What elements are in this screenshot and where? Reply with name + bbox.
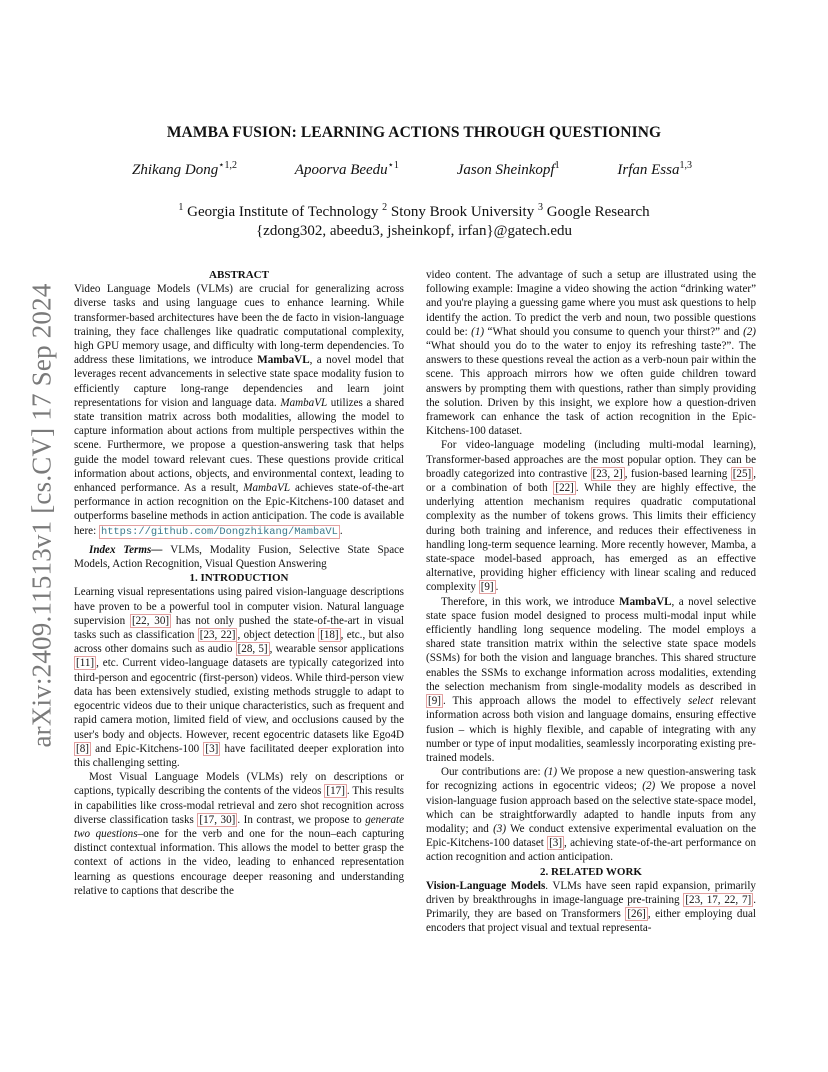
intro-paragraph-2 [74, 770, 404, 898]
body-text: video content. The advantage of such a setup are illustrated using the following example: Imagine a video showing the action “drinking water” and you're playing a guessing game where you must ask questions to help identify the action. To predict the verb and noun, two possible questions could be: [426, 269, 756, 338]
body-text: . VLMs have seen rapid expansion, primarily driven by breakthroughs in image-language pre-training [426, 879, 756, 906]
introduction-heading: 1. INTRODUCTION [189, 572, 289, 585]
citation-link[interactable]: [3] [205, 742, 219, 755]
body-text: . Primarily, they are based on Transformers [426, 893, 756, 921]
related-work-heading: 2. RELATED WORK [540, 865, 642, 878]
body-text: , wearable sensor applications [269, 643, 404, 656]
emphasis-text: (2) [642, 780, 656, 793]
bold-text: MambaVL [619, 595, 672, 608]
citation-link[interactable]: [22] [555, 482, 574, 495]
body-text: Most Visual Language Models (VLMs) rely on descriptions or captions, typically describing the contents of the videos [74, 771, 404, 798]
bold-text: Vision-Language Models [426, 879, 546, 892]
citation-link[interactable]: [28, 5] [237, 643, 268, 656]
body-text: , fusion-based learning [624, 467, 731, 480]
citation-link[interactable]: [8] [76, 742, 89, 755]
intro-paragraph-1 [74, 585, 404, 770]
body-text: , achieving state-of-the-art performance on action recognition and action anticipation. [426, 837, 756, 864]
body-text: Therefore, in this work, we introduce [441, 595, 620, 608]
citation-link[interactable]: [18] [320, 629, 339, 642]
emphasis-text: (1) [544, 766, 558, 779]
author: Zhikang Dong$^{⋆1,2}$ [132, 160, 238, 178]
author: Irfan Essa$^{1,3}$ [617, 160, 692, 178]
body-text: . [495, 581, 499, 594]
body-text: has not only pushed the state-of-the-art in visual tasks such as classification [74, 614, 404, 642]
body-text: We conduct extensive experimental evaluation on the Epic-Kitchens-100 dataset [426, 822, 756, 850]
body-text: relevant information across both vision and language domains, ensuring effective fusion – which is highly flexible, and capable of integrating with any number or type of input modalities, seamlessly incorporating existing pre-trained models. [426, 695, 756, 764]
body-text: , a novel selective state space fusion model designed to process multi-modal input while efficiently handling long sequence modeling. The model employs a shared state transition matrix within the selective state space models (SSMs) for both the vision and language branches. This shared structure enables the SSMs to exchange information across modalities, extending the selection mechanism from single-modality models as described in [426, 595, 756, 693]
intro-paragraph-5 [426, 595, 756, 765]
citation-link[interactable]: [22, 30] [131, 614, 170, 627]
emphasis-text: (2) [743, 325, 756, 338]
body-text: . In contrast, we propose to [237, 813, 366, 826]
body-text: –one for the verb and one for the noun–each capturing distinct contextual information. This allows the model to better grasp the context of actions in the video, leading to enhanced representation learning as questions encourage deeper reasoning and understanding relative to captions that describe the [74, 827, 404, 897]
citation-link[interactable]: [3] [549, 837, 563, 850]
citation-link[interactable]: [9] [428, 695, 441, 708]
body-text: . This approach allows the model to effectively [442, 695, 688, 708]
body-text: , etc., but also across other domains such as audio [74, 629, 405, 656]
email-line: {zdong302, abeedu3, jsheinkopf, irfan}@gatech.edu [255, 223, 573, 239]
institution-line: $^1$ Georgia Institute of Technology $^2$ Stony Brook University $^3$ Google Research [178, 202, 650, 220]
citation-link[interactable]: [9] [480, 581, 494, 594]
body-text: and Epic-Kitchens-100 [90, 742, 204, 755]
body-text: Learning visual representations using paired vision-language descriptions have proven to be a powerful tool in computer vision. Natural language supervision [74, 586, 404, 627]
body-text: We propose a new question-answering task for recognizing actions in egocentric videos; [426, 766, 756, 793]
emphasis-text: (3) [493, 822, 507, 835]
citation-link[interactable]: [23, 17, 22, 7] [685, 893, 752, 906]
related-work-paragraph [426, 879, 756, 936]
affiliations [0, 198, 828, 241]
body-text: , or a combination of both [426, 467, 756, 495]
index-terms: Index Terms— VLMs, Modality Fusion, Selective State Space Models, Action Recognition, Visual Question Answering [74, 543, 404, 571]
emphasis-text: generate two questions [74, 813, 405, 840]
body-text: For video-language modeling (including multi-modal learning), Transformer-based approaches are the most popular option. They can be broadly categorized into contrastive [426, 439, 756, 480]
emphasis-text: select [688, 695, 714, 708]
body-text: We propose a novel vision-language fusion approach based on the selective state-space model, which can be straightforwardly adapted to handle inputs from any modality; and [426, 780, 756, 835]
body-text: . While they are highly effective, the underlying attention mechanism requires quadratic computational complexity as the number of tokens grows. This limits their efficiency during both training and inference, and reduces their effectiveness in handling long-term sequence learning. More recently however, Mamba, a state-space model-based approach, has emerged as an effective alternative, providing higher efficiency with linear scaling and reduced complexity [426, 482, 756, 594]
body-text: Our contributions are: [441, 766, 545, 779]
body-text: “What should you consume to quench your thirst?” and [484, 325, 744, 338]
arxiv-stamp-text: arXiv:2409.11513v1 [cs.CV] 17 Sep 2024 [26, 282, 57, 748]
abstract-text: Video Language Models (VLMs) are crucial for generalizing across diverse tasks and using language cues to enhance learning. While transformer-based architectures have been the de facto in vision-language training, they face challenges like quadratic computational complexity, high GPU memory usage, and difficulty with long-term dependencies. To address these limitations, we introduce MambaVL, a novel model that leverages recent advancements in selective state space modality fusion to efficiently capture long-range dependencies and learn joint representations for vision and language data. MambaVL utilizes a shared state transition matrix across both modalities, allowing the model to capture information about actions from multiple perspectives within the scene. Furthermore, we propose a question-answering task that helps guide the model toward relevant cues. These questions provide critical information about actions, objects, and environmental context, leading to enhanced performance. As a result, MambaVL achieves state-of-the-art performance in action recognition on the Epic-Kitchens-100 dataset and outperforms baseline methods in action anticipation. The code is available here: https://github.com/Dongzhikang/MambaVL . [74, 283, 404, 538]
citation-link[interactable]: [25] [732, 467, 752, 480]
abstract-heading: ABSTRACT [209, 269, 269, 281]
code-link[interactable]: https://github.com/Dongzhikang/MambaVL [100, 525, 338, 538]
left-column [74, 268, 404, 898]
citation-link[interactable]: [17] [326, 785, 345, 798]
intro-paragraph-3 [426, 268, 756, 438]
citation-link[interactable]: [23, 22] [199, 629, 236, 642]
citation-link[interactable]: [23, 2] [592, 467, 623, 480]
citation-link[interactable]: [11] [76, 657, 95, 670]
arxiv-stamp [22, 282, 62, 748]
emphasis-text: (1) [471, 325, 485, 338]
author: Jason Sheinkopf$^1$ [456, 160, 560, 178]
intro-paragraph-4 [426, 438, 756, 594]
body-text: have facilitated deeper exploration into this challenging setting. [74, 742, 405, 769]
body-text: , etc. Current video-language datasets are typically categorized into third-person and egocentric (first-person) videos. While third-person view data has been extensively studied, existing methods struggle to adapt to egocentric videos due to their unique characteristics, such as frequent and rapid camera motion, limited field of view, and occlusions caused by the user's body and objects. However, recent egocentric datasets like Ego4D [74, 657, 404, 741]
contributions-paragraph [426, 765, 756, 864]
body-text: . This results in capabilities like cross-modal retrieval and zero shot recognition across diverse classification tasks [74, 785, 404, 826]
author: Apoorva Beedu$^{⋆1}$ [294, 160, 399, 178]
citation-link[interactable]: [26] [627, 908, 646, 921]
body-text: “What should you do to the water to enjoy its refreshing taste?”. The answers to these questions reveal the action as a verb-noun pair within the scene. This approach mirrors how we often guide children toward answers by prompting them with questions, rather than simply providing the solution. Driven by this insight, we explore how a question-driven framework can enhance the task of action recognition in the Epic-Kitchens-100 dataset. [426, 340, 756, 438]
right-column [426, 268, 756, 936]
author-list [132, 160, 692, 179]
citation-link[interactable]: [17, 30] [199, 813, 236, 826]
paper-title: MAMBA FUSION: LEARNING ACTIONS THROUGH QUESTIONING [166, 124, 662, 141]
body-text: , either employing dual encoders that project visual and textual representa- [426, 908, 756, 935]
body-text: , object detection [237, 629, 319, 642]
